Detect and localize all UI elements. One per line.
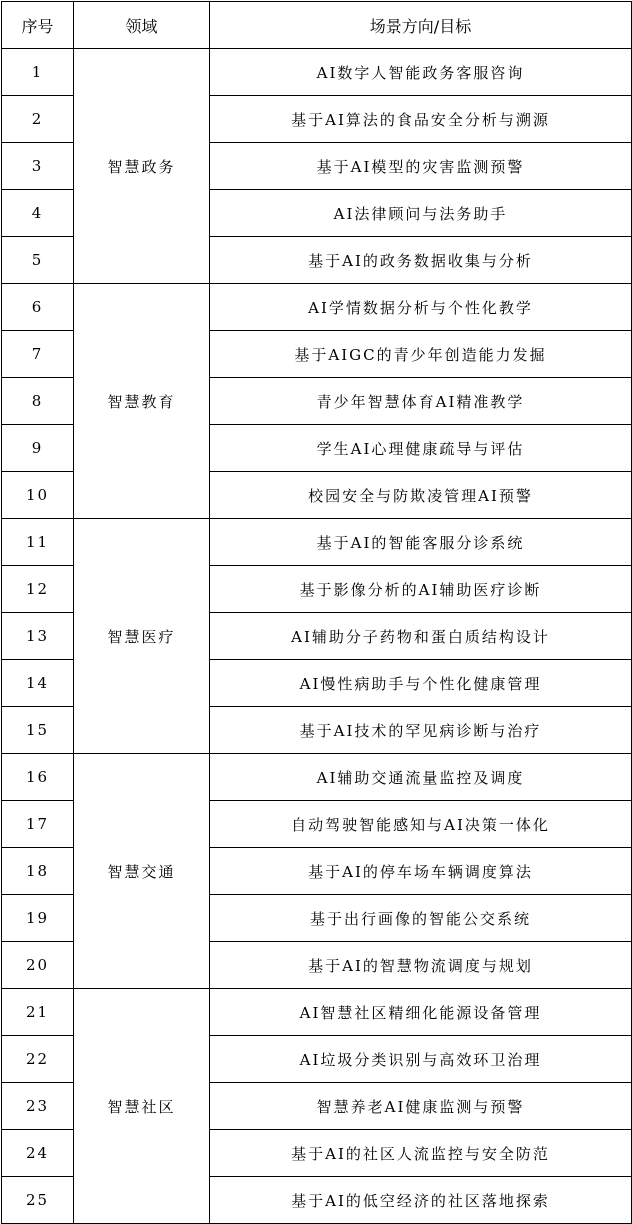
row-index: 10 bbox=[2, 472, 74, 519]
table-body bbox=[2, 49, 632, 1224]
scenario-cell: 青少年智慧体育AI精准教学 bbox=[210, 378, 632, 425]
row-index: 22 bbox=[2, 1036, 74, 1083]
scenario-cell: 基于AI的智慧物流调度与规划 bbox=[210, 942, 632, 989]
row-index: 5 bbox=[2, 237, 74, 284]
domain-cell: 智慧政务 bbox=[74, 49, 210, 284]
scenario-cell: 基于AI的低空经济的社区落地探索 bbox=[210, 1177, 632, 1224]
scenario-cell: 基于出行画像的智能公交系统 bbox=[210, 895, 632, 942]
scenario-cell: 基于影像分析的AI辅助医疗诊断 bbox=[210, 566, 632, 613]
row-index: 14 bbox=[2, 660, 74, 707]
scenario-cell: AI法律顾问与法务助手 bbox=[210, 190, 632, 237]
domain-cell: 智慧教育 bbox=[74, 284, 210, 519]
row-index: 18 bbox=[2, 848, 74, 895]
row-index: 15 bbox=[2, 707, 74, 754]
scenario-cell: AI智慧社区精细化能源设备管理 bbox=[210, 989, 632, 1036]
row-index: 1 bbox=[2, 49, 74, 96]
scenario-cell: 基于AI技术的罕见病诊断与治疗 bbox=[210, 707, 632, 754]
row-index: 19 bbox=[2, 895, 74, 942]
scenario-cell: 智慧养老AI健康监测与预警 bbox=[210, 1083, 632, 1130]
row-index: 20 bbox=[2, 942, 74, 989]
scenario-cell: 基于AI的智能客服分诊系统 bbox=[210, 519, 632, 566]
row-index: 17 bbox=[2, 801, 74, 848]
scenario-cell: AI数字人智能政务客服咨询 bbox=[210, 49, 632, 96]
scenario-cell: AI垃圾分类识别与高效环卫治理 bbox=[210, 1036, 632, 1083]
scenario-cell: 基于AIGC的青少年创造能力发掘 bbox=[210, 331, 632, 378]
row-index: 6 bbox=[2, 284, 74, 331]
header-row bbox=[2, 2, 632, 49]
row-index: 8 bbox=[2, 378, 74, 425]
scenario-cell: 基于AI的政务数据收集与分析 bbox=[210, 237, 632, 284]
row-index: 13 bbox=[2, 613, 74, 660]
row-index: 24 bbox=[2, 1130, 74, 1177]
row-index: 9 bbox=[2, 425, 74, 472]
scenario-cell: AI慢性病助手与个性化健康管理 bbox=[210, 660, 632, 707]
scenario-cell: 基于AI的社区人流监控与安全防范 bbox=[210, 1130, 632, 1177]
row-index: 2 bbox=[2, 96, 74, 143]
scenario-cell: 基于AI模型的灾害监测预警 bbox=[210, 143, 632, 190]
header-index: 序号 bbox=[2, 2, 74, 49]
row-index: 12 bbox=[2, 566, 74, 613]
scenario-cell: 自动驾驶智能感知与AI决策一体化 bbox=[210, 801, 632, 848]
table-row bbox=[2, 284, 632, 331]
table-row bbox=[2, 989, 632, 1036]
domain-cell: 智慧社区 bbox=[74, 989, 210, 1224]
row-index: 7 bbox=[2, 331, 74, 378]
scenario-cell: 基于AI算法的食品安全分析与溯源 bbox=[210, 96, 632, 143]
row-index: 25 bbox=[2, 1177, 74, 1224]
table-row bbox=[2, 754, 632, 801]
row-index: 23 bbox=[2, 1083, 74, 1130]
domain-cell: 智慧医疗 bbox=[74, 519, 210, 754]
row-index: 21 bbox=[2, 989, 74, 1036]
header-domain: 领域 bbox=[74, 2, 210, 49]
scenario-cell: 学生AI心理健康疏导与评估 bbox=[210, 425, 632, 472]
row-index: 16 bbox=[2, 754, 74, 801]
scenario-cell: AI学情数据分析与个性化教学 bbox=[210, 284, 632, 331]
row-index: 3 bbox=[2, 143, 74, 190]
row-index: 4 bbox=[2, 190, 74, 237]
scenario-cell: 基于AI的停车场车辆调度算法 bbox=[210, 848, 632, 895]
scenario-cell: 校园安全与防欺凌管理AI预警 bbox=[210, 472, 632, 519]
table-row bbox=[2, 519, 632, 566]
domain-cell: 智慧交通 bbox=[74, 754, 210, 989]
scenario-table bbox=[1, 1, 632, 1224]
row-index: 11 bbox=[2, 519, 74, 566]
table-row bbox=[2, 49, 632, 96]
header-scenario: 场景方向/目标 bbox=[210, 2, 632, 49]
scenario-cell: AI辅助交通流量监控及调度 bbox=[210, 754, 632, 801]
scenario-cell: AI辅助分子药物和蛋白质结构设计 bbox=[210, 613, 632, 660]
